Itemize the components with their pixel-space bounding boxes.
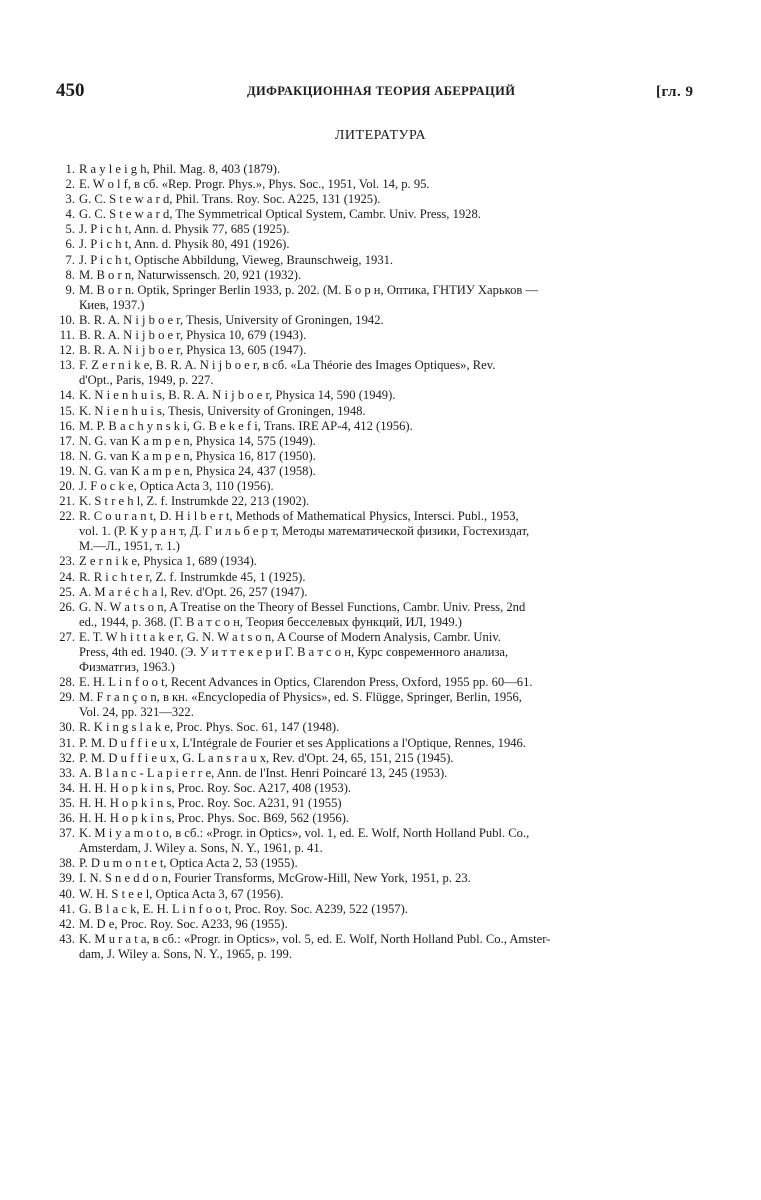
reference-number: 20. xyxy=(59,478,75,493)
reference-number: 33. xyxy=(59,765,75,780)
reference-number: 22. xyxy=(59,509,75,524)
reference-number: 1. xyxy=(65,162,75,176)
reference-number: 36. xyxy=(59,811,75,826)
reference-item xyxy=(50,871,706,886)
reference-text-line: R. C o u r a n t, D. H i l b e r t, Methods of Mathematical Physics, Intersci. Publ., 1953, xyxy=(79,509,519,524)
reference-text-line: H. H. H o p k i n s, Proc. Phys. Soc. B69, 562 (1956). xyxy=(79,811,350,826)
reference-item xyxy=(50,932,706,962)
reference-number: 30. xyxy=(59,720,75,735)
reference-item xyxy=(50,358,706,388)
reference-item xyxy=(50,675,706,690)
reference-number: 18. xyxy=(59,448,75,463)
reference-text-line: P. M. D u f f i e u x, L'Intégrale de Fourier et ses Applications a l'Optique, Rennes, 1946. xyxy=(79,735,526,750)
reference-text-line: R. R i c h t e r, Z. f. Instrumkde 45, 1 (1925). xyxy=(79,569,306,584)
reference-number: 19. xyxy=(59,463,75,478)
reference-item xyxy=(50,736,706,751)
reference-text-line: B. R. A. N i j b o e r, Physica 10, 679 (1943). xyxy=(79,328,307,343)
reference-number: 28. xyxy=(59,675,75,690)
page-number: 450 xyxy=(56,80,85,101)
reference-number: 13. xyxy=(59,358,75,373)
reference-text-line: R a y l e i g h, Phil. Mag. 8, 403 (1879). xyxy=(79,162,281,176)
reference-text-line: J. P i c h t, Ann. d. Physik 80, 491 (1926). xyxy=(79,237,290,252)
reference-item xyxy=(50,237,706,252)
reference-list xyxy=(50,162,706,962)
reference-number: 14. xyxy=(59,388,75,403)
reference-item xyxy=(50,766,706,781)
reference-number: 4. xyxy=(65,207,75,222)
reference-text-line: H. H. H o p k i n s, Proc. Roy. Soc. A217, 408 (1953). xyxy=(79,780,352,795)
reference-text-line: M. B o r n. Optik, Springer Berlin 1933, p. 202. (М. Б о р н, Оптика, ГНТИУ Харьков — xyxy=(79,282,539,297)
reference-number: 10. xyxy=(59,312,75,327)
reference-item xyxy=(50,600,706,630)
reference-text-line: G. C. S t e w a r d, Phil. Trans. Roy. Soc. A225, 131 (1925). xyxy=(79,192,381,207)
reference-number: 6. xyxy=(65,237,75,252)
reference-item xyxy=(50,585,706,600)
reference-text-line: J. F o c k e, Optica Acta 3, 110 (1956). xyxy=(79,478,274,493)
reference-text-line: Киев, 1937.) xyxy=(79,297,145,312)
reference-number: 2. xyxy=(65,177,75,192)
reference-number: 15. xyxy=(59,403,75,418)
reference-item xyxy=(50,419,706,434)
reference-text-line: vol. 1. (Р. К у р а н т, Д. Г и л ь б е р т, Методы математической физики, Гостехиздат, xyxy=(79,524,530,539)
reference-text-line: P. M. D u f f i e u x, G. L a n s r a u x, Rev. d'Opt. 24, 65, 151, 215 (1945). xyxy=(79,750,454,765)
reference-number: 23. xyxy=(59,554,75,569)
reference-item xyxy=(50,222,706,237)
reference-item xyxy=(50,434,706,449)
reference-item xyxy=(50,404,706,419)
section-title: ЛИТЕРАТУРА xyxy=(334,128,427,143)
reference-text-line: M. B o r n, Naturwissensch. 20, 921 (1932). xyxy=(79,267,302,282)
reference-number: 25. xyxy=(59,584,75,599)
reference-text-line: d'Opt., Paris, 1949, p. 227. xyxy=(79,373,214,388)
reference-text-line: E. T. W h i t t a k e r, G. N. W a t s o n, A Course of Modern Analysis, Cambr. Univ. xyxy=(79,629,501,644)
reference-text-line: G. N. W a t s o n, A Treatise on the Theory of Bessel Functions, Cambr. Univ. Press, 2nd xyxy=(79,599,526,614)
reference-number: 16. xyxy=(59,418,75,433)
reference-item xyxy=(50,856,706,871)
reference-item xyxy=(50,479,706,494)
reference-number: 17. xyxy=(59,433,75,448)
reference-number: 24. xyxy=(59,569,75,584)
reference-text-line: M. F r a n ç o n, в кн. «Encyclopedia of Physics», ed. S. Flügge, Springer, Berlin, 1956, xyxy=(79,690,522,705)
reference-item xyxy=(50,313,706,328)
reference-text-line: N. G. van K a m p e n, Physica 14, 575 (1949). xyxy=(79,433,316,448)
reference-text-line: Press, 4th ed. 1940. (Э. У и т т е к е р и Г. В а т с о н, Курс современного анализа, xyxy=(79,645,509,659)
reference-text-line: G. B l a c k, E. H. L i n f o o t, Proc. Roy. Soc. A239, 522 (1957). xyxy=(79,901,408,916)
running-title: ДИФРАКЦИОННАЯ ТЕОРИЯ АБЕРРАЦИЙ xyxy=(247,84,516,98)
reference-text-line: K. M i y a m o t o, в сб.: «Progr. in Optics», vol. 1, ed. E. Wolf, North Holland Publ. Co., xyxy=(79,826,530,841)
reference-text-line: Z e r n i k e, Physica 1, 689 (1934). xyxy=(79,554,258,569)
reference-number: 41. xyxy=(59,901,75,916)
reference-number: 38. xyxy=(59,856,75,871)
reference-text-line: K. M u r a t a, в сб.: «Progr. in Optics», vol. 5, ed. E. Wolf, North Holland Publ. Co., Amster- xyxy=(79,931,551,946)
chapter-marker: [гл. 9 xyxy=(656,84,694,100)
reference-item xyxy=(50,781,706,796)
reference-item xyxy=(50,268,706,283)
reference-item xyxy=(50,720,706,735)
reference-item xyxy=(50,811,706,826)
reference-text-line: K. N i e n h u i s, B. R. A. N i j b o e r, Physica 14, 590 (1949). xyxy=(79,388,396,403)
reference-item xyxy=(50,449,706,464)
reference-number: 31. xyxy=(59,735,75,750)
reference-number: 8. xyxy=(65,267,75,282)
reference-text-line: М.—Л., 1951, т. 1.) xyxy=(79,539,180,554)
reference-number: 42. xyxy=(59,916,75,931)
reference-text-line: M. D e, Proc. Roy. Soc. A233, 96 (1955). xyxy=(79,916,288,931)
reference-number: 32. xyxy=(59,750,75,765)
reference-item xyxy=(50,388,706,403)
reference-text-line: dam, J. Wiley a. Sons, N. Y., 1965, p. 199. xyxy=(79,946,293,961)
reference-number: 26. xyxy=(59,599,75,614)
reference-item xyxy=(50,826,706,856)
reference-text-line: N. G. van K a m p e n, Physica 24, 437 (1958). xyxy=(79,463,316,478)
reference-item xyxy=(50,177,706,192)
reference-text-line: H. H. H o p k i n s, Proc. Roy. Soc. A231, 91 (1955) xyxy=(79,795,342,810)
reference-number: 9. xyxy=(65,282,75,297)
reference-text-line: R. K i n g s l a k e, Proc. Phys. Soc. 61, 147 (1948). xyxy=(79,720,340,735)
reference-item xyxy=(50,554,706,569)
reference-text-line: B. R. A. N i j b o e r, Physica 13, 605 (1947). xyxy=(79,343,307,358)
reference-text-line: A. M a r é c h a l, Rev. d'Opt. 26, 257 (1947). xyxy=(79,584,308,599)
reference-number: 7. xyxy=(65,252,75,267)
reference-text-line: K. S t r e h l, Z. f. Instrumkde 22, 213 (1902). xyxy=(79,494,310,509)
reference-number: 5. xyxy=(65,222,75,237)
reference-number: 11. xyxy=(59,328,75,343)
reference-item xyxy=(50,162,706,177)
reference-text-line: Физматгиз, 1963.) xyxy=(79,660,175,675)
reference-text-line: G. C. S t e w a r d, The Symmetrical Optical System, Cambr. Univ. Press, 1928. xyxy=(79,207,481,222)
reference-item xyxy=(50,343,706,358)
reference-number: 29. xyxy=(59,690,75,705)
reference-text-line: N. G. van K a m p e n, Physica 16, 817 (1950). xyxy=(79,448,316,463)
reference-number: 3. xyxy=(65,192,75,207)
reference-item xyxy=(50,494,706,509)
reference-number: 35. xyxy=(59,795,75,810)
reference-text-line: Amsterdam, J. Wiley a. Sons, N. Y., 1961, p. 41. xyxy=(79,841,323,856)
reference-text-line: J. P i c h t, Optische Abbildung, Vieweg, Braunschweig, 1931. xyxy=(79,252,394,267)
reference-text-line: P. D u m o n t e t, Optica Acta 2, 53 (1955). xyxy=(79,856,298,871)
reference-item xyxy=(50,796,706,811)
reference-text-line: B. R. A. N i j b o e r, Thesis, University of Groningen, 1942. xyxy=(79,312,384,327)
reference-text-line: J. P i c h t, Ann. d. Physik 77, 685 (1925). xyxy=(79,222,290,237)
reference-item xyxy=(50,630,706,675)
reference-text-line: A. B l a n c - L a p i e r r e, Ann. de l'Inst. Henri Poincaré 13, 245 (1953). xyxy=(79,765,448,780)
reference-text-line: I. N. S n e d d o n, Fourier Transforms, McGrow-Hill, New York, 1951, p. 23. xyxy=(79,871,471,886)
reference-item xyxy=(50,328,706,343)
reference-text-line: W. H. S t e e l, Optica Acta 3, 67 (1956). xyxy=(79,886,284,901)
reference-text-line: Vol. 24, pp. 321—322. xyxy=(79,705,194,720)
reference-item xyxy=(50,570,706,585)
reference-number: 39. xyxy=(59,871,75,886)
reference-number: 37. xyxy=(59,826,75,841)
reference-number: 43. xyxy=(59,931,75,946)
reference-number: 21. xyxy=(59,494,75,509)
reference-item xyxy=(50,253,706,268)
reference-item xyxy=(50,192,706,207)
reference-item xyxy=(50,902,706,917)
reference-item xyxy=(50,887,706,902)
reference-item xyxy=(50,207,706,222)
reference-text-line: E. W o l f, в сб. «Rep. Progr. Phys.», Phys. Soc., 1951, Vol. 14, p. 95. xyxy=(79,177,430,192)
reference-item xyxy=(50,917,706,932)
reference-text-line: F. Z e r n i k e, B. R. A. N i j b o e r, в сб. «La Théorie des Images Optiques», Rev. xyxy=(79,358,496,373)
reference-text-line: K. N i e n h u i s, Thesis, University of Groningen, 1948. xyxy=(79,403,366,418)
reference-number: 27. xyxy=(59,629,75,644)
reference-item xyxy=(50,464,706,479)
reference-item xyxy=(50,690,706,720)
reference-number: 34. xyxy=(59,780,75,795)
reference-item xyxy=(50,509,706,554)
reference-text-line: M. P. B a c h y n s k i, G. B e k e f i, Trans. IRE AP-4, 412 (1956). xyxy=(79,418,413,433)
reference-item xyxy=(50,283,706,313)
reference-item xyxy=(50,751,706,766)
reference-number: 40. xyxy=(59,886,75,901)
reference-number: 12. xyxy=(59,343,75,358)
reference-text-line: ed., 1944, p. 368. (Г. В а т с о н, Теория бесселевых функций, ИЛ, 1949.) xyxy=(79,614,462,629)
reference-text-line: E. H. L i n f o o t, Recent Advances in Optics, Clarendon Press, Oxford, 1955 pp. 60—61. xyxy=(79,675,533,690)
